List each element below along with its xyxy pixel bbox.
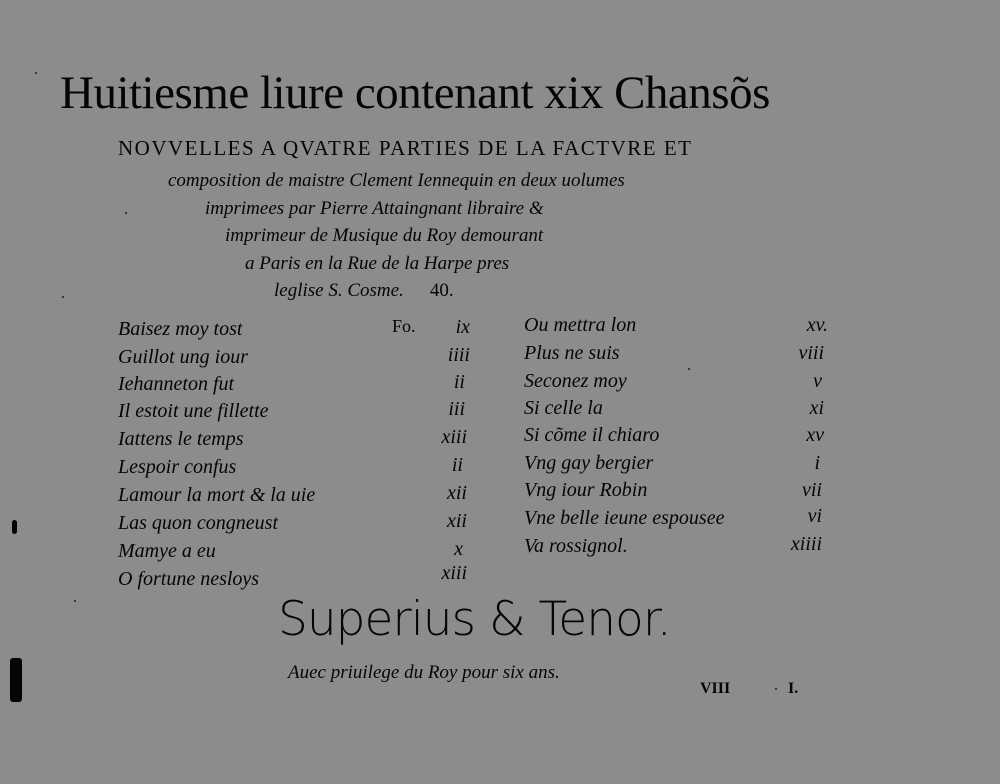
edition-number: 40.	[429, 280, 454, 301]
speck	[62, 296, 64, 298]
toc-entry-folio: viii	[798, 342, 824, 364]
toc-entry-title: Vng iour Robin	[524, 479, 648, 501]
toc-entry-folio: xiii	[441, 562, 467, 584]
toc-entry-folio: xii	[447, 510, 467, 532]
subtitle-line-last	[274, 280, 454, 302]
toc-entry-folio: iii	[448, 398, 465, 420]
toc-entry-folio: xiii	[441, 426, 467, 448]
ink-blot	[10, 658, 22, 702]
toc-entry-folio: xiiii	[790, 533, 822, 555]
toc-entry-folio: ix	[455, 316, 470, 338]
ink-blot	[12, 520, 17, 534]
privilege-line: Auec priuilege du Roy pour six ans.	[288, 662, 560, 683]
toc-entry-folio: ii	[453, 371, 465, 393]
subtitle-line: imprimeur de Musique du Roy demourant	[225, 225, 544, 246]
voice-part-title: Superius & Tenor.	[278, 592, 671, 647]
speck	[74, 600, 76, 602]
toc-entry-folio: xi	[809, 397, 824, 419]
toc-entry-title: Va rossignol.	[524, 535, 628, 557]
toc-entry-title: Si cõme il chiaro	[524, 424, 660, 446]
speck	[775, 688, 777, 690]
toc-entry-title: Seconez moy	[524, 370, 627, 392]
speck	[35, 72, 37, 74]
toc-entry-folio: i	[814, 452, 820, 474]
folio-label: Fo.	[392, 316, 416, 336]
toc-entry-title: Si celle la	[524, 397, 603, 419]
toc-entry-title: Lespoir confus	[118, 456, 237, 478]
speck	[688, 368, 690, 370]
toc-entry-title: Il estoit une fillette	[118, 400, 269, 422]
toc-entry-title: Lamour la mort & la uie	[118, 484, 316, 506]
toc-entry-title: Vng gay bergier	[524, 452, 654, 474]
toc-entry-title: Plus ne suis	[524, 342, 620, 364]
toc-entry-title: Baisez moy tost	[118, 318, 243, 340]
signature-mark-left: VIII	[700, 680, 731, 697]
toc-entry-folio: ii	[451, 454, 463, 476]
subtitle-line-text: leglise S. Cosme.	[274, 280, 404, 301]
toc-entry-title: Guillot ung iour	[118, 346, 249, 368]
toc-entry-folio: xv	[806, 424, 824, 446]
toc-entry-folio: vii	[802, 479, 822, 501]
speck	[125, 212, 127, 214]
subtitle-caps: NOVVELLES A QVATRE PARTIES DE LA FACTVRE ET	[118, 136, 693, 160]
subtitle-line: imprimees par Pierre Attaingnant libraire &	[205, 198, 544, 219]
toc-entry-folio: xv.	[806, 314, 828, 336]
signature-mark-right: I.	[788, 680, 799, 697]
toc-entry-title: O fortune nesloys	[118, 568, 260, 590]
toc-entry-title: Las quon congneust	[118, 512, 278, 534]
toc-entry-title: Mamye a eu	[118, 540, 216, 562]
toc-entry-folio: v	[813, 370, 822, 392]
toc-entry-folio: iiii	[447, 344, 470, 366]
subtitle-line: a Paris en la Rue de la Harpe pres	[245, 253, 510, 274]
toc-entry-folio: x	[454, 538, 463, 560]
toc-entry-title: Vne belle ieune espousee	[524, 507, 725, 529]
toc-entry-title: Iattens le temps	[118, 428, 244, 450]
toc-entry-folio: xii	[447, 482, 467, 504]
toc-entry-title: Ou mettra lon	[524, 314, 637, 336]
toc-entry-title: Iehanneton fut	[118, 373, 235, 395]
toc-entry-folio: vi	[807, 505, 822, 527]
page-title: Huitiesme liure contenant xix Chansõs	[60, 67, 770, 119]
subtitle-line: composition de maistre Clement Iennequin en deux uolumes	[168, 170, 625, 191]
